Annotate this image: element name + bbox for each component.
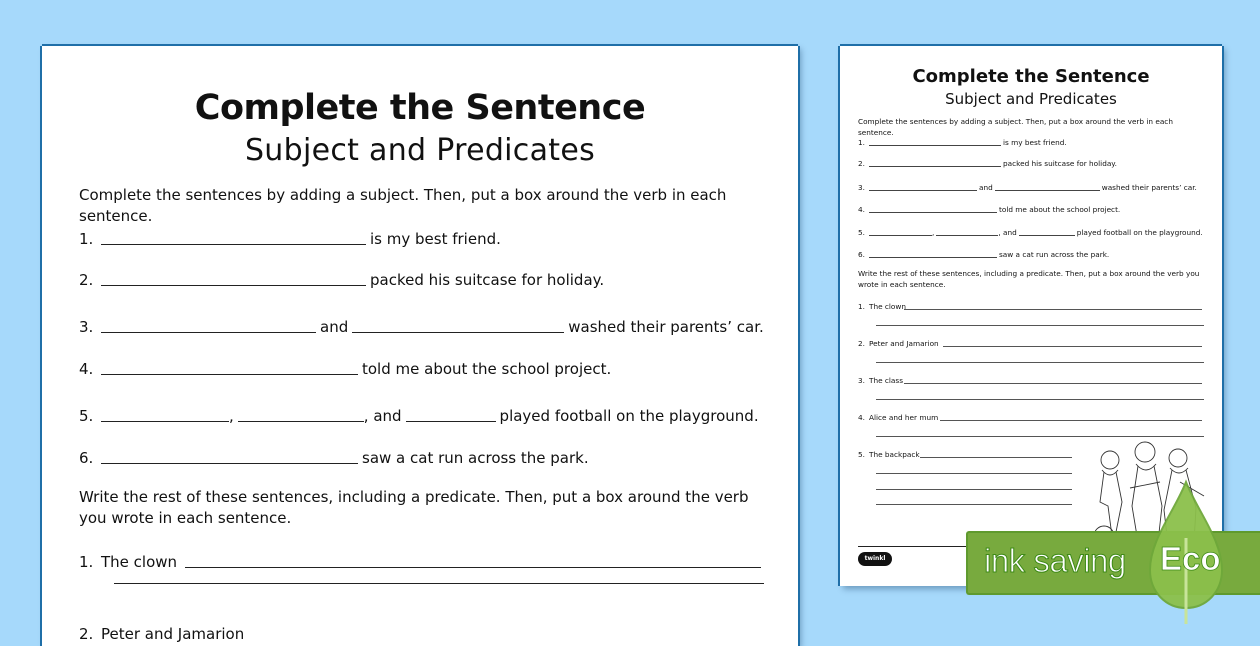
worksheet-subtitle: Subject and Predicates	[244, 133, 596, 168]
answer-blank[interactable]	[101, 270, 366, 286]
sentence-item: 6. saw a cat run across the park.	[858, 250, 1110, 259]
answer-blank[interactable]	[101, 406, 229, 422]
answer-blank	[1019, 228, 1075, 236]
answer-blank[interactable]	[101, 448, 358, 464]
answer-blank[interactable]	[101, 229, 366, 245]
answer-blank	[869, 228, 932, 236]
predicate-item: 1. The clown	[858, 302, 906, 311]
answer-line[interactable]	[114, 583, 764, 584]
sentence-item: 1. is my best friend.	[858, 138, 1067, 147]
answer-blank	[869, 138, 1001, 146]
ink-saving-label: ink saving	[984, 542, 1126, 579]
worksheet-title: Complete the Sentence	[194, 88, 646, 128]
answer-blank[interactable]	[101, 359, 358, 375]
sentence-item: 4. told me about the school project.	[858, 205, 1121, 214]
worksheet-title: Complete the Sentence	[912, 66, 1150, 87]
answer-blank	[869, 159, 1001, 167]
sentence-item: 4. told me about the school project.	[79, 360, 612, 378]
twinkl-logo: twinkl	[858, 552, 892, 566]
sentence-item: 3. and washed their parents’ car.	[858, 183, 1197, 192]
answer-blank[interactable]	[101, 317, 316, 333]
answer-blank	[869, 250, 997, 258]
predicate-item: 2. Peter and Jamarion	[79, 625, 245, 643]
part2-instruction: Write the rest of these sentences, including a predicate. Then, put a box around the verb you wrote in each sentence.	[79, 488, 749, 527]
sentence-item: 6. saw a cat run across the park.	[79, 449, 589, 467]
predicate-item: 2. Peter and Jamarion	[858, 339, 939, 348]
predicate-item: 5. The backpack	[858, 450, 920, 459]
sentence-item: 2. packed his suitcase for holiday.	[858, 159, 1117, 168]
sentence-item: 3. and washed their parents’ car.	[79, 318, 764, 336]
answer-blank[interactable]	[406, 406, 496, 422]
answer-blank	[995, 183, 1100, 191]
sentence-item: 2. packed his suitcase for holiday.	[79, 271, 605, 289]
predicate-item: 1. The clown	[79, 549, 765, 571]
sentence-item: 5. , , and played football on the playground.	[858, 228, 1203, 237]
answer-blank[interactable]	[352, 317, 564, 333]
answer-blank[interactable]	[238, 406, 364, 422]
sentence-item: 1. is my best friend.	[79, 230, 501, 248]
answer-line[interactable]	[185, 552, 761, 568]
answer-blank	[869, 205, 997, 213]
part1-instruction: Complete the sentences by adding a subject. Then, put a box around the verb in each sentence.	[79, 186, 727, 225]
sentence-item: 5. , , and played football on the playground.	[79, 407, 759, 425]
part2-instruction: Write the rest of these sentences, including a predicate. Then, put a box around the verb you wrote in each sentence.	[858, 269, 1200, 289]
part1-instruction: Complete the sentences by adding a subject. Then, put a box around the verb in each sentence.	[858, 117, 1173, 137]
predicate-item: 3. The class	[858, 376, 904, 385]
worksheet-preview-large	[42, 46, 798, 646]
answer-blank	[869, 183, 977, 191]
answer-blank	[936, 228, 998, 236]
eco-label: Eco	[1160, 540, 1221, 577]
worksheet-subtitle: Subject and Predicates	[945, 90, 1117, 108]
predicate-item: 4. Alice and her mum	[858, 413, 939, 422]
